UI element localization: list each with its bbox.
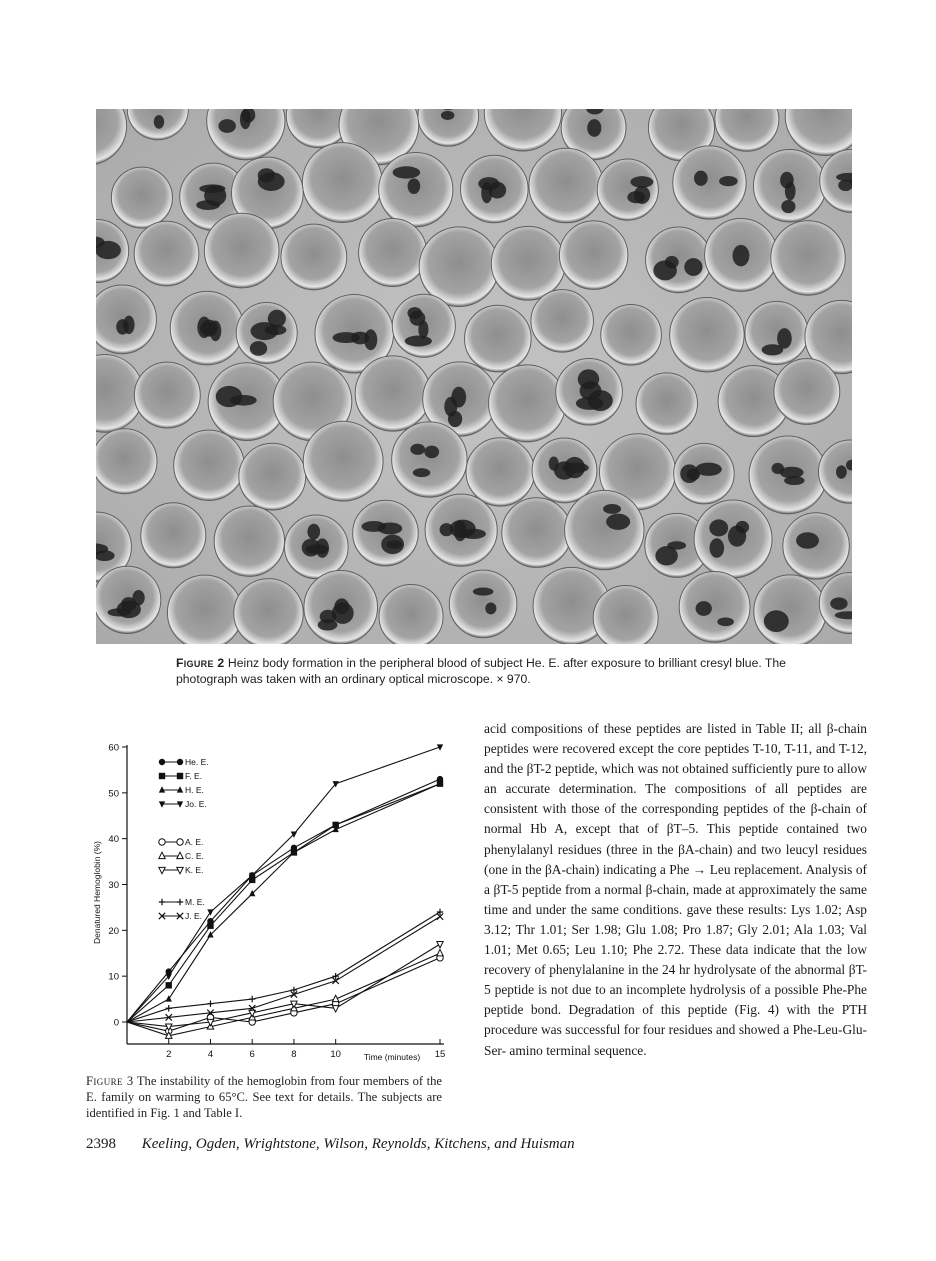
legend-label: A. E. bbox=[185, 837, 204, 848]
red-cell bbox=[565, 490, 644, 569]
red-cell bbox=[491, 226, 565, 300]
heinz-body bbox=[393, 166, 421, 178]
red-cell bbox=[134, 362, 200, 428]
heinz-body bbox=[665, 256, 679, 269]
figure-2-caption-text: Heinz body formation in the peripheral blood of subject He. E. after exposure to brilliant cresyl blue. The photograph was taken with an ordinary optical microscope. × 970. bbox=[176, 656, 786, 686]
figure-3-caption bbox=[86, 1073, 442, 1121]
heinz-body bbox=[405, 336, 432, 347]
x-tick-label: 8 bbox=[291, 1049, 297, 1060]
y-tick-label: 0 bbox=[113, 1017, 119, 1029]
data-point bbox=[166, 982, 172, 988]
legend-marker bbox=[177, 759, 183, 765]
figure-3-chart bbox=[82, 722, 462, 1072]
data-point bbox=[249, 996, 255, 1002]
red-cell bbox=[141, 503, 206, 568]
heinz-body bbox=[265, 325, 287, 335]
red-cell bbox=[204, 213, 279, 288]
figure-3-label: Figure 3 bbox=[86, 1074, 134, 1088]
heinz-body bbox=[204, 185, 226, 206]
heinz-body bbox=[410, 444, 425, 455]
data-point bbox=[437, 941, 443, 947]
red-cell bbox=[646, 227, 712, 293]
figure-3-caption-text: The instability of the hemoglobin from four members of the E. family on warming to 65°C. See text for details. The subjects are identified in Fig. 1 and Table I. bbox=[86, 1074, 442, 1120]
legend-label: C. E. bbox=[185, 851, 204, 862]
heinz-body bbox=[461, 529, 486, 539]
figure-2-label: Figure 2 bbox=[176, 656, 225, 670]
red-cell bbox=[359, 218, 427, 286]
red-cell bbox=[303, 421, 383, 501]
x-axis-label: Time (minutes) bbox=[363, 1052, 421, 1062]
heinz-body bbox=[696, 601, 712, 616]
red-cell bbox=[111, 167, 172, 228]
red-cell bbox=[670, 298, 744, 372]
heinz-body bbox=[381, 535, 404, 554]
series-line-3 bbox=[127, 747, 440, 1022]
heinz-body bbox=[351, 332, 369, 345]
red-cell bbox=[774, 359, 840, 425]
red-cell bbox=[174, 430, 244, 500]
x-tick-label: 10 bbox=[330, 1049, 341, 1060]
chart-svg bbox=[82, 722, 462, 1072]
heinz-body bbox=[481, 182, 492, 203]
heinz-body bbox=[580, 381, 602, 400]
heinz-body bbox=[240, 109, 251, 129]
red-cell bbox=[355, 356, 430, 431]
red-cell bbox=[601, 305, 662, 366]
running-authors: Keeling, Ogden, Wrightstone, Wilson, Reynolds, Kitchens, and Huisman bbox=[141, 1136, 575, 1152]
heinz-body bbox=[719, 176, 738, 186]
legend-label: He. E. bbox=[185, 757, 209, 768]
legend-marker bbox=[159, 759, 165, 765]
y-tick-label: 30 bbox=[108, 880, 119, 891]
heinz-body bbox=[772, 463, 784, 474]
red-cell bbox=[167, 575, 242, 644]
series-line-2 bbox=[127, 784, 440, 1022]
figure-2-caption bbox=[176, 655, 786, 687]
red-cell bbox=[679, 571, 750, 642]
heinz-body bbox=[684, 258, 702, 276]
legend-label: Jo. E. bbox=[185, 799, 207, 810]
y-tick-label: 20 bbox=[108, 925, 119, 937]
heinz-body bbox=[694, 171, 708, 186]
legend-marker bbox=[159, 867, 165, 873]
red-cell bbox=[593, 586, 658, 644]
red-cell bbox=[529, 148, 603, 222]
heinz-body bbox=[709, 538, 724, 558]
heinz-body bbox=[836, 465, 847, 478]
heinz-body bbox=[627, 191, 645, 203]
red-cell bbox=[234, 579, 303, 644]
data-point bbox=[207, 923, 213, 929]
page-footer bbox=[86, 1136, 786, 1153]
legend-marker bbox=[159, 801, 165, 807]
red-cell bbox=[754, 575, 826, 644]
heinz-body bbox=[473, 588, 494, 596]
heinz-body bbox=[780, 172, 794, 189]
heinz-body bbox=[736, 521, 749, 534]
legend-marker bbox=[177, 852, 183, 858]
legend-marker bbox=[177, 786, 183, 792]
heinz-body bbox=[230, 395, 257, 406]
red-cell bbox=[502, 498, 572, 568]
heinz-body bbox=[830, 597, 847, 609]
heinz-body bbox=[451, 387, 466, 408]
red-cell bbox=[489, 365, 566, 442]
red-cell bbox=[466, 438, 534, 506]
heinz-body bbox=[413, 468, 431, 477]
heinz-body bbox=[587, 119, 601, 137]
legend-marker bbox=[177, 899, 183, 905]
heinz-body bbox=[154, 115, 164, 129]
legend-marker bbox=[177, 839, 183, 845]
red-cell bbox=[636, 373, 697, 434]
heinz-body bbox=[334, 598, 349, 614]
data-point bbox=[207, 1000, 213, 1006]
heinz-body bbox=[408, 178, 421, 194]
legend-marker bbox=[177, 773, 183, 779]
heinz-body bbox=[307, 524, 320, 540]
heinz-body bbox=[448, 411, 462, 427]
heinz-body bbox=[316, 538, 329, 558]
x-tick-label: 4 bbox=[207, 1049, 214, 1060]
heinz-body bbox=[250, 341, 267, 356]
heinz-body bbox=[418, 320, 428, 338]
data-point bbox=[437, 949, 443, 955]
red-cell bbox=[214, 506, 284, 576]
legend-label: J. E. bbox=[185, 911, 203, 922]
x-tick-label: 15 bbox=[434, 1049, 446, 1060]
heinz-body bbox=[407, 307, 421, 319]
heinz-body bbox=[630, 176, 653, 188]
x-tick-label: 6 bbox=[249, 1049, 255, 1060]
red-cell bbox=[281, 224, 347, 290]
y-tick-label: 50 bbox=[108, 788, 119, 800]
heinz-body bbox=[603, 504, 621, 514]
y-tick-label: 40 bbox=[108, 834, 119, 846]
heinz-body bbox=[549, 457, 559, 471]
data-point bbox=[332, 1006, 338, 1012]
legend-label: K. E. bbox=[185, 865, 204, 876]
heinz-body bbox=[210, 320, 222, 341]
heinz-body bbox=[424, 446, 439, 459]
legend-label: F. E. bbox=[185, 771, 203, 782]
legend-marker bbox=[159, 786, 165, 792]
heinz-body bbox=[218, 119, 235, 133]
heinz-body bbox=[108, 608, 131, 616]
heinz-body bbox=[441, 111, 454, 120]
heinz-body bbox=[606, 514, 630, 530]
page-number: 2398 bbox=[86, 1136, 116, 1152]
red-cell bbox=[379, 585, 443, 644]
red-cell bbox=[239, 443, 306, 510]
heinz-body bbox=[123, 316, 134, 335]
heinz-body bbox=[733, 245, 750, 266]
red-cell bbox=[465, 305, 532, 372]
heinz-body bbox=[667, 541, 686, 549]
y-tick-label: 10 bbox=[108, 971, 119, 983]
red-cell bbox=[134, 221, 199, 286]
series-line-0 bbox=[127, 779, 440, 1022]
red-cell bbox=[449, 570, 517, 638]
heinz-body bbox=[764, 610, 789, 632]
heinz-body bbox=[717, 617, 734, 626]
data-point bbox=[166, 1005, 172, 1011]
red-cell bbox=[745, 301, 808, 364]
heinz-body bbox=[781, 200, 795, 213]
x-tick-label: 2 bbox=[166, 1049, 172, 1060]
heinz-body bbox=[258, 172, 285, 191]
red-cell bbox=[392, 422, 467, 497]
legend-label: M. E. bbox=[185, 897, 205, 908]
heinz-body bbox=[378, 522, 403, 534]
heinz-body bbox=[562, 463, 589, 473]
heinz-body bbox=[318, 619, 338, 630]
series-line-6 bbox=[127, 944, 440, 1027]
red-cell bbox=[597, 159, 658, 220]
red-cell bbox=[531, 290, 593, 352]
red-cell bbox=[302, 143, 382, 223]
legend-marker bbox=[177, 867, 183, 873]
legend-label: H. E. bbox=[185, 785, 204, 796]
heinz-body bbox=[777, 328, 792, 349]
legend-marker bbox=[159, 773, 165, 779]
y-tick-label: 60 bbox=[108, 742, 119, 754]
y-axis-label: Denatured Hemoglobin (%) bbox=[92, 841, 102, 944]
red-cell bbox=[771, 221, 845, 295]
legend-marker bbox=[159, 852, 165, 858]
heinz-body bbox=[709, 519, 728, 536]
heinz-body bbox=[687, 469, 701, 480]
heinz-body bbox=[796, 532, 819, 549]
series-line-1 bbox=[127, 784, 440, 1022]
legend-marker bbox=[159, 839, 165, 845]
red-cell bbox=[559, 221, 627, 289]
body-paragraph: acid compositions of these peptides are listed in Table II; all β-chain peptides were recovered except the core peptides T-10, T-11, and T-12, and the βT-2 peptide, which was not obtained sufficiently pure to allow an accurate determination. The compositions of all peptides are consistent with those of the corresponding peptides of the β-chain of normal Hb A, except that of βT–5. This peptide contained two phenylalanyl residues (three in the βA-chain) and two leucyl residues (one in the βA-chain) indicating a Phe → Leu replacement. Analysis of a βT-5 peptide from a normal β-chain, made at approximately the same time and under the same conditions. gave these results: Lys 1.02; Asp 3.12; Thr 1.01; Ser 1.98; Glu 1.08; Pro 1.87; Gly 2.01; Ala 1.03; Val 1.01; Met 0.65; Leu 1.10; Phe 2.72. These data indicate that the low recovery of phenylalanine in the 24 hr hydrolysate of the abnormal βT-5 peptide is not due to an incomplete hydrolysis of a possible Phe-Phe peptide bond. Degradation of this peptide (Fig. 4) with the PTH procedure was successful for four residues and showed a Phe-Leu-Glu-Ser- amino terminal sequence. bbox=[484, 721, 867, 1058]
legend-marker bbox=[177, 801, 183, 807]
figure-2-micrograph bbox=[96, 109, 852, 644]
legend-marker bbox=[159, 899, 165, 905]
heinz-body bbox=[197, 317, 211, 339]
micrograph-image bbox=[96, 109, 852, 644]
heinz-body bbox=[485, 602, 496, 614]
red-cell bbox=[96, 429, 157, 494]
